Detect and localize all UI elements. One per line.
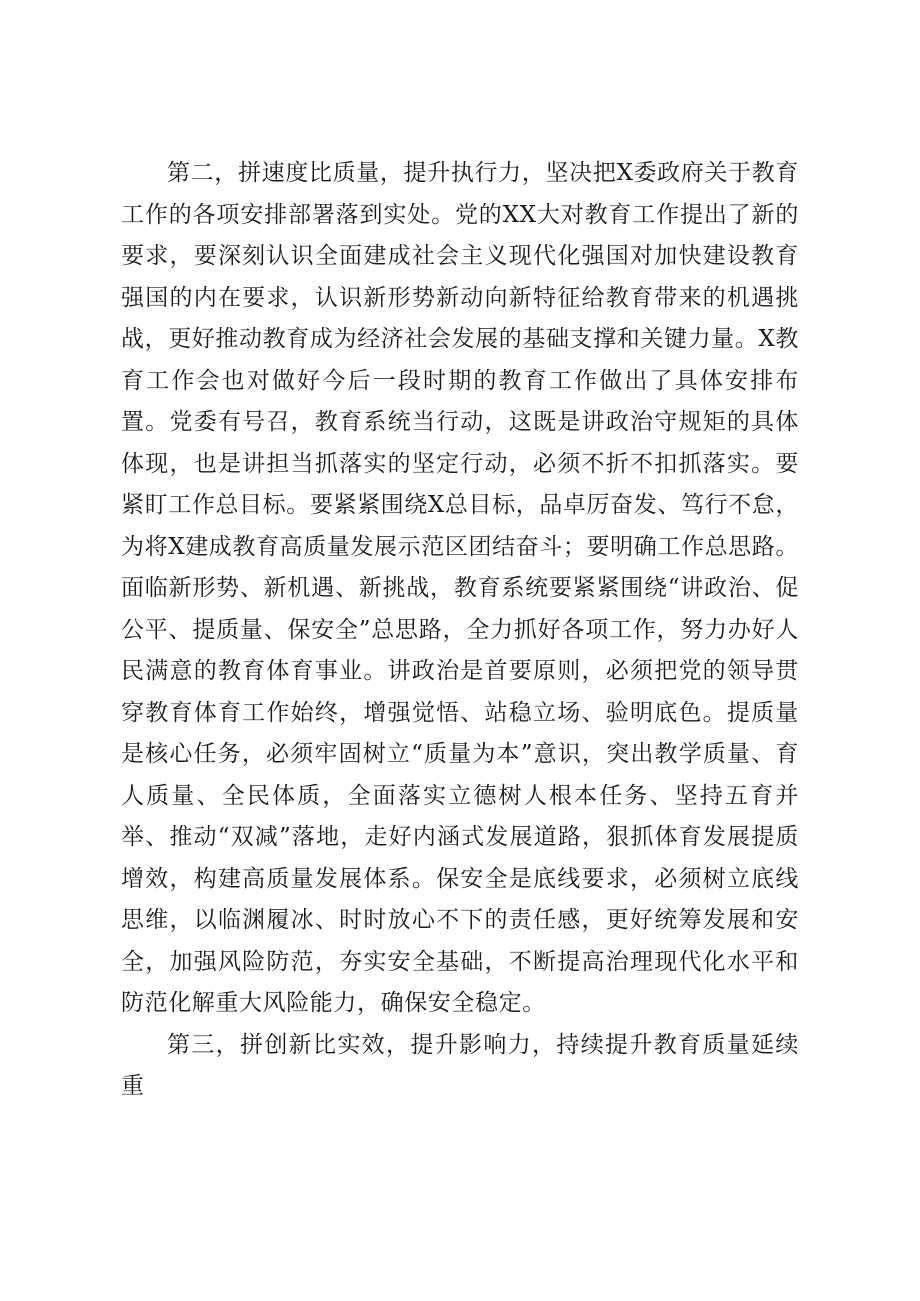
- document-body: [121, 153, 799, 1108]
- paragraph-third-point: 第三，拼创新比实效，提升影响力，持续提升教育质量延续重: [121, 1031, 799, 1099]
- paragraph-second-point: 第二，拼速度比质量，提升执行力，坚决把X委政府关于教育工作的各项安排部署落到实处。党的XX大对教育工作提出了新的要求，要深刻认识全面建成社会主义现代化强国对加快建设教育强国的内在要求，认识新形势新动向新特征给教育带来的机遇挑战，更好推动教育成为经济社会发展的基础支撑和关键力量。X教育工作会也对做好今后一段时期的教育工作做出了具体安排布置。党委有号召，教育系统当行动，这既是讲政治守规矩的具体体现，也是讲担当抓落实的坚定行动，必须不折不扣抓落实。要紧盯工作总目标。要紧紧围绕X总目标，品卓厉奋发、笃行不怠，为将X建成教育高质量发展示范区团结奋斗；要明确工作总思路。面临新形势、新机遇、新挑战，教育系统要紧紧围绕“讲政治、促公平、提质量、保安全”总思路，全力抓好各项工作，努力办好人民满意的教育体育事业。讲政治是首要原则，必须把党的领导贯穿教育体育工作始终，增强觉悟、站稳立场、验明底色。提质量是核心任务，必须牢固树立“质量为本”意识，突出教学质量、育人质量、全民体质，全面落实立德树人根本任务、坚持五育并举、推动“双减”落地，走好内涵式发展道路，狠抓体育发展提质增效，构建高质量发展体系。保安全是底线要求，必须树立底线思维，以临渊履冰、时时放心不下的责任感，更好统筹发展和安全，加强风险防范，夯实安全基础，不断提高治理现代化水平和防范化解重大风险能力，确保安全稳定。: [121, 160, 799, 1016]
